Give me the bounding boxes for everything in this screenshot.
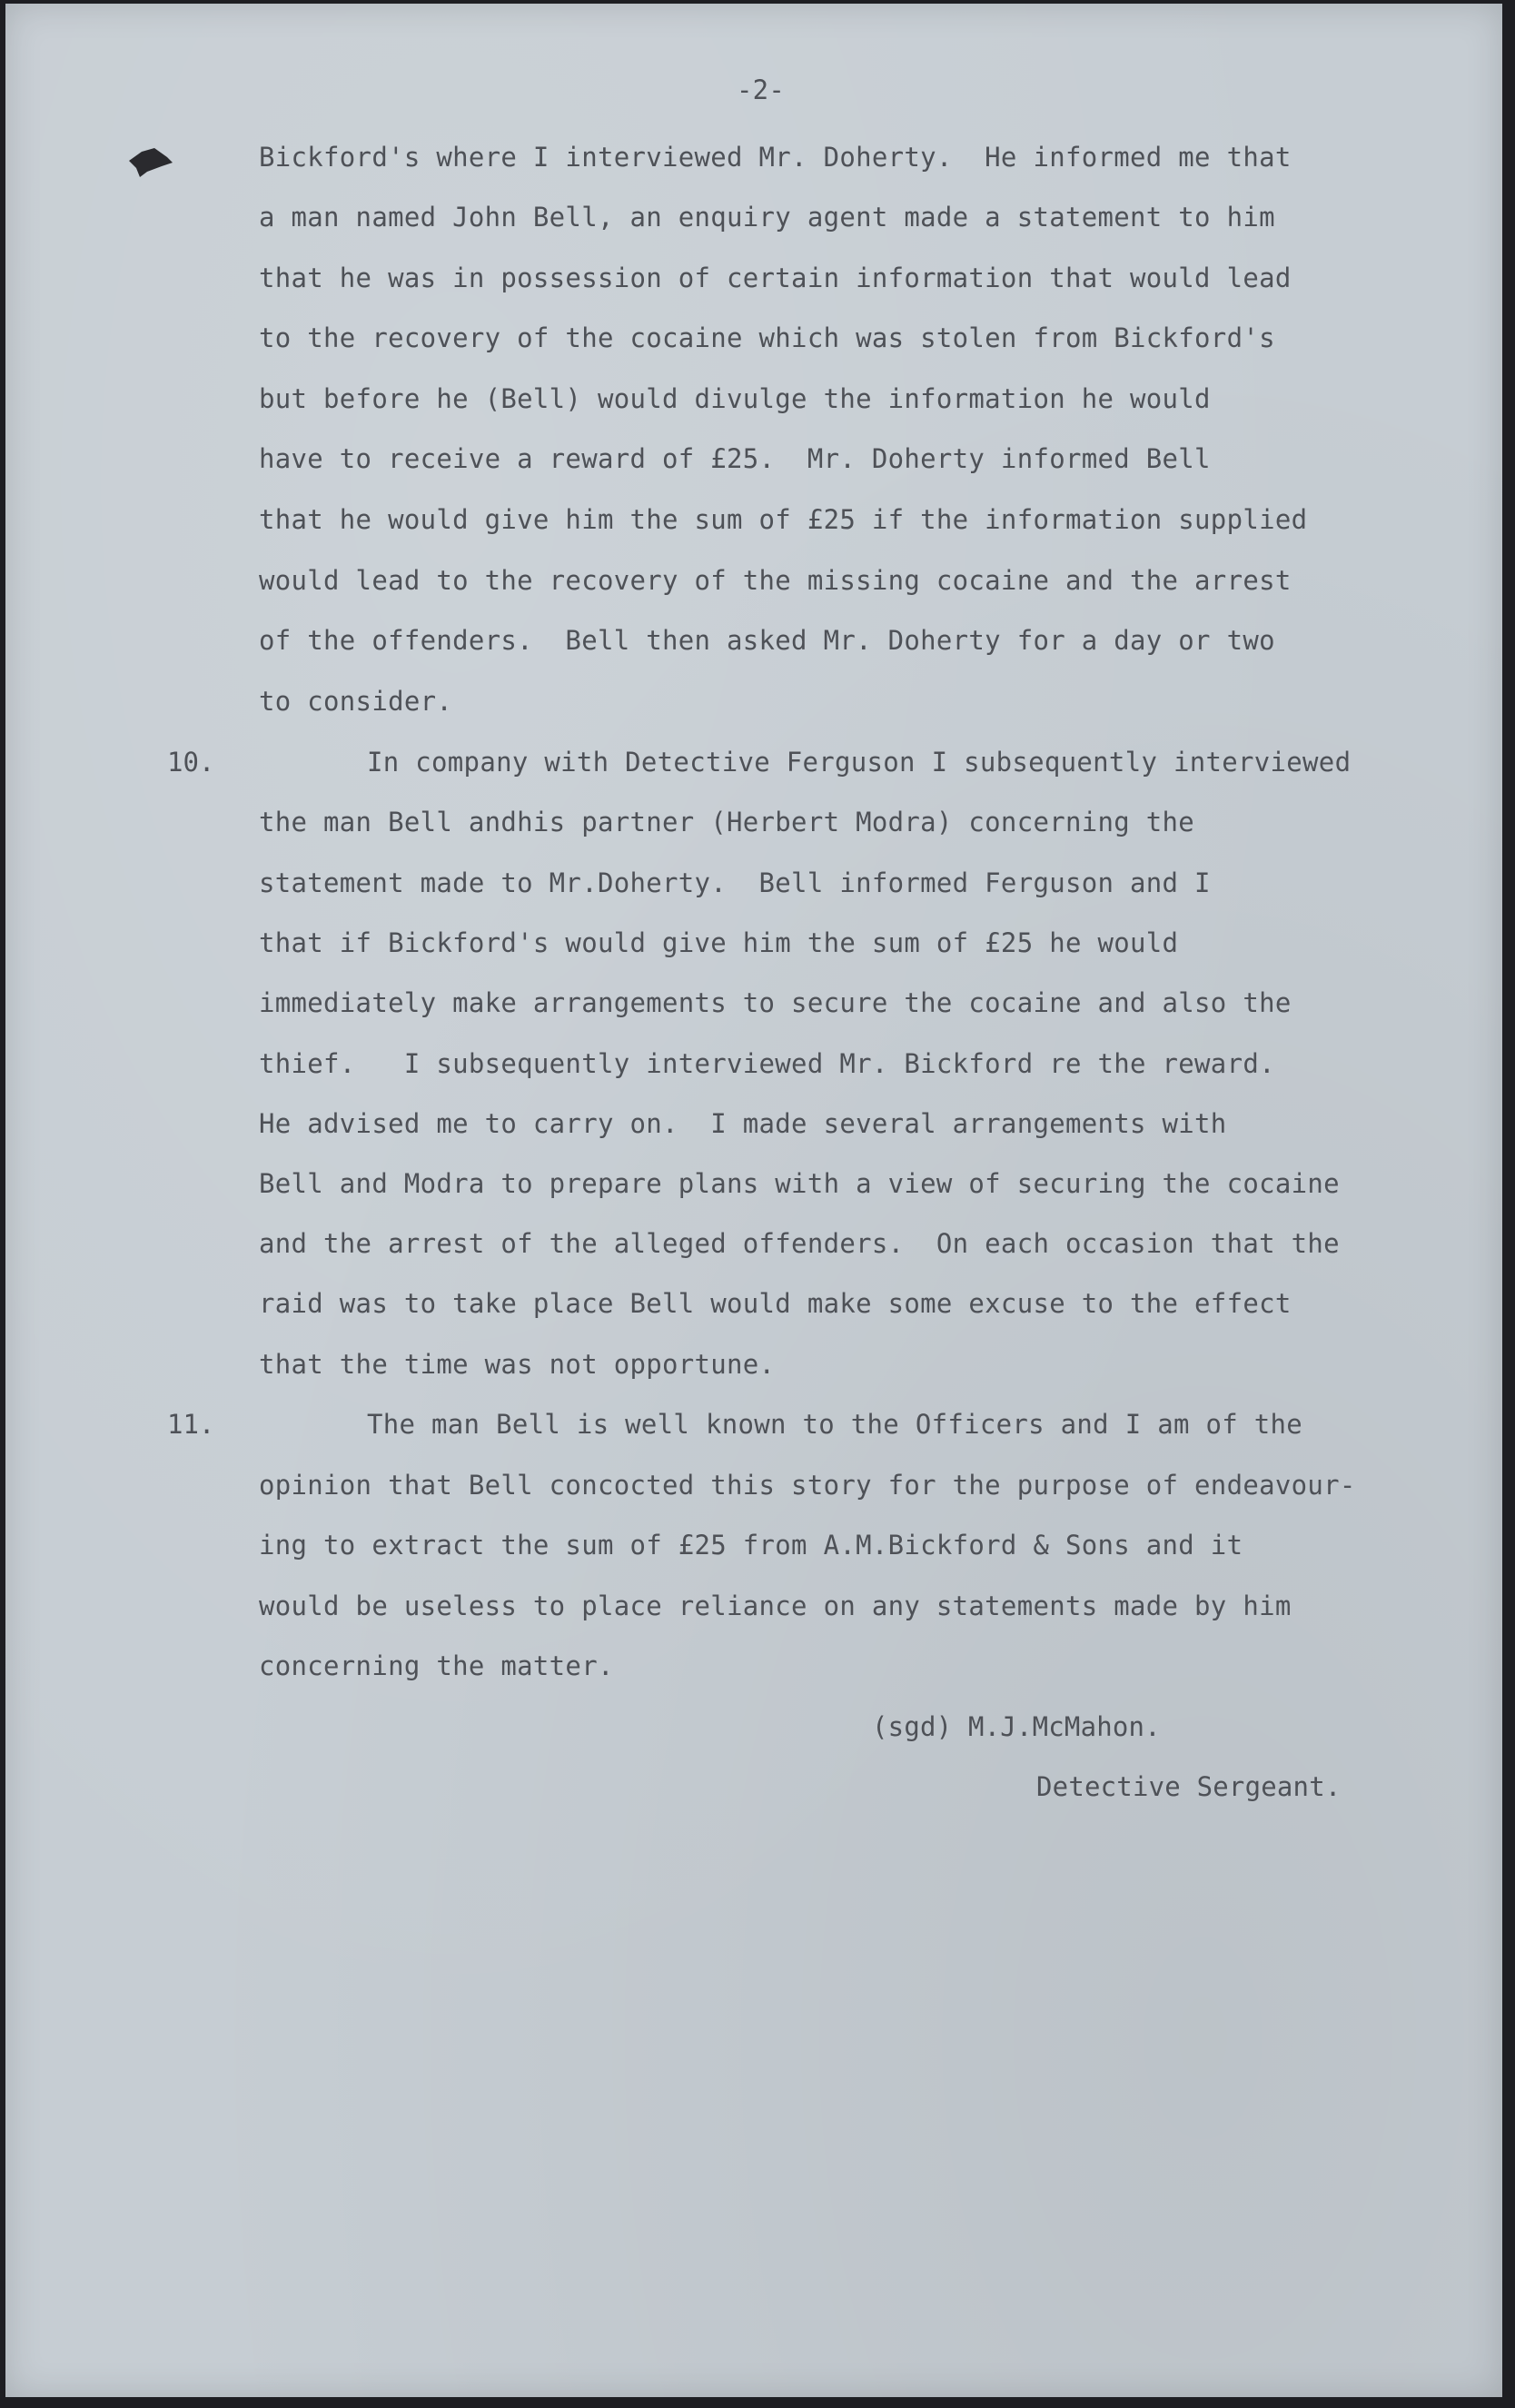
text-line: that he would give him the sum of £25 if the information supplied bbox=[259, 504, 1308, 535]
text-line: concerning the matter. bbox=[259, 1650, 614, 1681]
text-line: that the time was not opportune. bbox=[259, 1349, 776, 1380]
text-line: to the recovery of the cocaine which was stolen from Bickford's bbox=[259, 322, 1275, 353]
page-number: -2- bbox=[737, 74, 785, 105]
text-line: immediately make arrangements to secure the cocaine and also the bbox=[259, 987, 1292, 1018]
text-line: but before he (Bell) would divulge the information he would bbox=[259, 383, 1211, 414]
text-line: thief. I subsequently interviewed Mr. Bickford re the reward. bbox=[259, 1048, 1275, 1079]
signature-title: Detective Sergeant. bbox=[1036, 1771, 1342, 1802]
paragraph-number: 11. bbox=[167, 1409, 215, 1440]
text-line: would lead to the recovery of the missing cocaine and the arrest bbox=[259, 565, 1292, 596]
text-line: have to receive a reward of £25. Mr. Doherty informed Bell bbox=[259, 443, 1211, 474]
text-line: of the offenders. Bell then asked Mr. Doherty for a day or two bbox=[259, 625, 1275, 656]
text-line: ing to extract the sum of £25 from A.M.Bickford & Sons and it bbox=[259, 1530, 1243, 1561]
text-line: Bell and Modra to prepare plans with a view of securing the cocaine bbox=[259, 1168, 1340, 1199]
text-line: raid was to take place Bell would make some excuse to the effect bbox=[259, 1288, 1292, 1319]
punch-hole-mark bbox=[127, 144, 174, 181]
text-line: The man Bell is well known to the Officers and I am of the bbox=[367, 1409, 1303, 1440]
text-line: and the arrest of the alleged offenders. On each occasion that the bbox=[259, 1228, 1340, 1259]
text-line: He advised me to carry on. I made several arrangements with bbox=[259, 1108, 1227, 1139]
paragraph-number: 10. bbox=[167, 747, 215, 778]
text-line: a man named John Bell, an enquiry agent made a statement to him bbox=[259, 202, 1275, 233]
text-line: statement made to Mr.Doherty. Bell informed Ferguson and I bbox=[259, 867, 1211, 898]
text-line: the man Bell andhis partner (Herbert Modra) concerning the bbox=[259, 807, 1195, 837]
text-line: Bickford's where I interviewed Mr. Doherty. He informed me that bbox=[259, 142, 1292, 173]
text-line: that if Bickford's would give him the sum of £25 he would bbox=[259, 927, 1179, 958]
signature-name: (sgd) M.J.McMahon. bbox=[872, 1711, 1161, 1742]
text-line: would be useless to place reliance on any statements made by him bbox=[259, 1590, 1292, 1621]
text-line: that he was in possession of certain information that would lead bbox=[259, 263, 1292, 293]
text-line: In company with Detective Ferguson I subsequently interviewed bbox=[367, 747, 1352, 778]
text-line: opinion that Bell concocted this story for the purpose of endeavour- bbox=[259, 1470, 1356, 1501]
document-page bbox=[5, 4, 1502, 2397]
text-line: to consider. bbox=[259, 686, 453, 717]
